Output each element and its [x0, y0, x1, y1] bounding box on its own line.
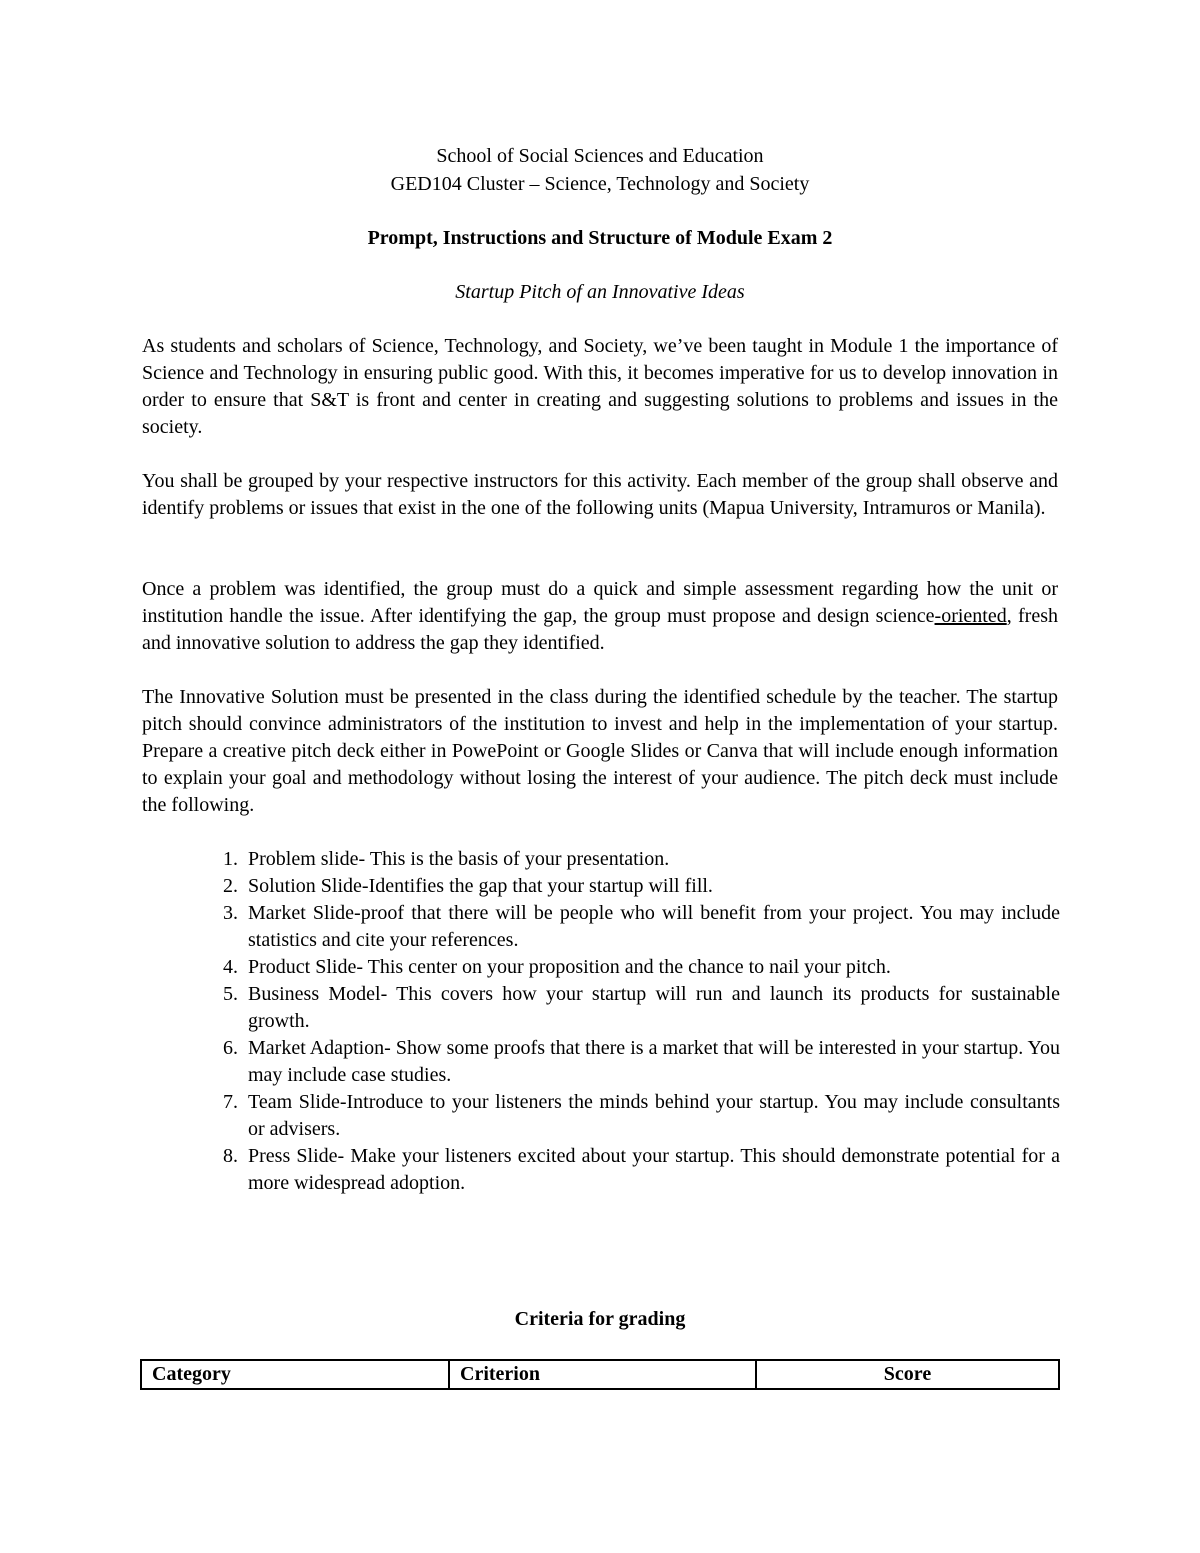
list-item-number: 8. — [223, 1145, 238, 1167]
list-item-text: Market Adaption- Show some proofs that there is a market that will be interested in your startup. You may include case studies. — [248, 1037, 1060, 1086]
assessment-paragraph — [142, 576, 1058, 657]
school-name: School of Social Sciences and Education — [436, 145, 764, 167]
list-item-number: 4. — [223, 956, 238, 978]
pitch-deck-list — [223, 846, 1060, 1197]
list-item — [223, 1143, 1060, 1197]
list-item — [223, 1035, 1060, 1089]
list-item-number: 6. — [223, 1037, 238, 1059]
list-item — [223, 981, 1060, 1035]
page-title: Prompt, Instructions and Structure of Module Exam 2 — [367, 227, 833, 249]
list-item-number: 2. — [223, 875, 238, 897]
assessment-text-start: Once a problem was identified, the group must do a quick and simple assessment regarding how the unit or institution handle the issue. After identifying the gap, the group must propose and design science — [142, 578, 1058, 627]
table-header-row — [141, 1360, 1059, 1389]
list-item-text: Problem slide- This is the basis of your presentation. — [248, 848, 670, 870]
list-item — [223, 846, 1060, 873]
grading-table — [140, 1359, 1060, 1390]
assessment-text-underlined: -oriented — [934, 605, 1007, 627]
list-item-text: Press Slide- Make your listeners excited about your startup. This should demonstrate potential for a more widespread adoption. — [248, 1145, 1060, 1194]
column-header-score: Score — [756, 1360, 1059, 1389]
list-item — [223, 954, 1060, 981]
list-item-text: Solution Slide-Identifies the gap that your startup will fill. — [248, 875, 713, 897]
course-name: GED104 Cluster – Science, Technology and Society — [390, 173, 810, 195]
list-item-number: 5. — [223, 983, 238, 1005]
list-item — [223, 900, 1060, 954]
grouping-paragraph: You shall be grouped by your respective instructors for this activity. Each member of the group shall observe and identify problems or issues that exist in the one of the following units (Mapua University, Intramuros or Manila). — [142, 470, 1058, 519]
list-item-text: Team Slide-Introduce to your listeners the minds behind your startup. You may include consultants or advisers. — [248, 1091, 1060, 1140]
intro-paragraph: As students and scholars of Science, Technology, and Society, we’ve been taught in Module 1 the importance of Science and Technology in ensuring public good. With this, it becomes imperative for us to develop innovation in order to ensure that S&T is front and center in creating and suggesting solutions to problems and issues in the society. — [142, 335, 1058, 438]
page-subtitle: Startup Pitch of an Innovative Ideas — [455, 281, 745, 303]
list-item-number: 1. — [223, 848, 238, 870]
assessment-text-end: , fresh and innovative solution to address the gap they identified. — [142, 605, 1059, 654]
presentation-paragraph: The Innovative Solution must be presented in the class during the identified schedule by the teacher. The startup pitch should convince administrators of the institution to invest and help in the implementation of your startup. Prepare a creative pitch deck either in PowePoint or Google Slides or Canva that will include enough information to explain your goal and methodology without losing the interest of your audience. The pitch deck must include the following. — [142, 686, 1058, 816]
list-item-text: Business Model- This covers how your startup will run and launch its products for sustainable growth. — [248, 983, 1060, 1032]
column-header-criterion: Criterion — [449, 1360, 756, 1389]
list-item-text: Product Slide- This center on your proposition and the chance to nail your pitch. — [248, 956, 891, 978]
list-item — [223, 1089, 1060, 1143]
column-header-category: Category — [141, 1360, 449, 1389]
list-item — [223, 873, 1060, 900]
list-item-number: 3. — [223, 902, 238, 924]
criteria-title: Criteria for grading — [514, 1308, 686, 1330]
list-item-text: Market Slide-proof that there will be people who will benefit from your project. You may include statistics and cite your references. — [248, 902, 1060, 951]
list-item-number: 7. — [223, 1091, 238, 1113]
